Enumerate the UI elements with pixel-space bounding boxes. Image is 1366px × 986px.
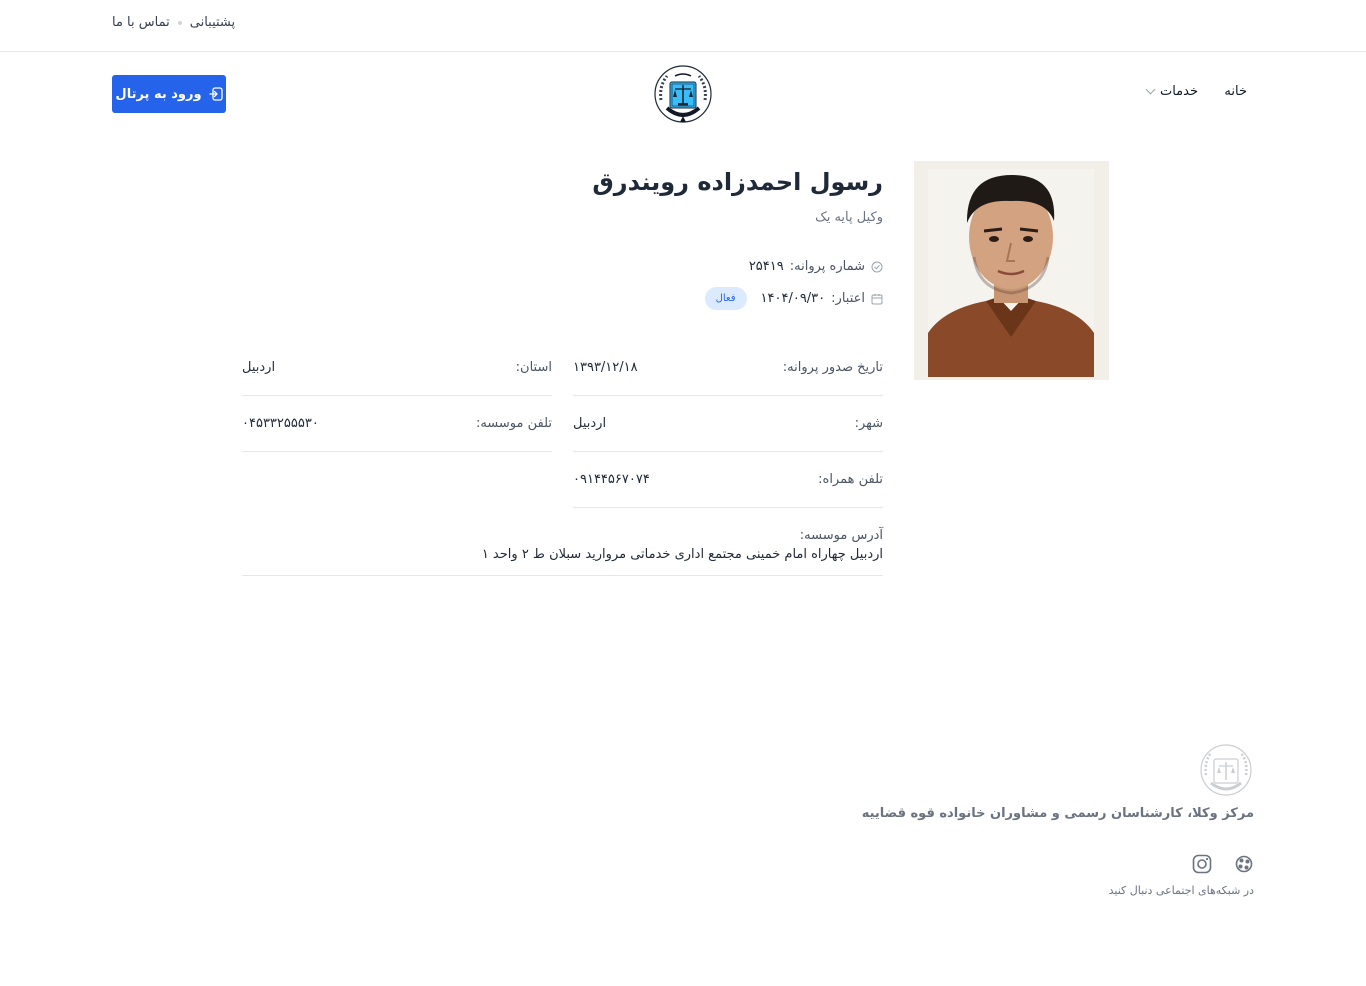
status-badge: فعال [705, 287, 747, 310]
office-phone-label: تلفن موسسه: [475, 416, 552, 431]
top-links [112, 15, 235, 30]
mobile-value: ۰۹۱۴۴۵۶۷۰۷۴ [573, 472, 650, 487]
login-icon [209, 87, 223, 101]
address-value: اردبیل چهاراه امام خمینی مجتمع اداری خدماتی مروارید سبلان ط ۲ واحد ۱ [481, 547, 883, 562]
main-navbar [0, 52, 1366, 134]
calendar-icon [871, 293, 883, 305]
lawyer-title: وکیل پایه یک [815, 210, 883, 225]
province-value: اردبیل [242, 360, 276, 375]
footer-logo [1199, 743, 1253, 797]
address-label: آدرس موسسه: [799, 528, 883, 543]
mobile-field [573, 472, 883, 508]
check-circle-icon [871, 261, 883, 273]
top-bar [0, 0, 1366, 52]
instagram-icon[interactable] [1191, 853, 1213, 875]
aparat-icon[interactable] [1233, 853, 1255, 875]
contact-link[interactable]: تماس با ما [112, 15, 170, 30]
footer-org-name: مرکز وکلا، کارشناسان رسمی و مشاوران خانواده قوه قضاییه [861, 806, 1254, 821]
office-phone-value: ۰۴۵۳۳۲۵۵۵۳۰ [242, 416, 319, 431]
separator-dot [178, 21, 182, 25]
nav-services-label: خدمات [1159, 84, 1198, 99]
province-label: استان: [515, 360, 552, 375]
issue-date-value: ۱۳۹۳/۱۲/۱۸ [573, 360, 638, 375]
support-link[interactable]: پشتیبانی [189, 15, 236, 30]
issue-date-label: تاریخ صدور پروانه: [782, 360, 883, 375]
validity-row [705, 287, 883, 310]
office-phone-field [242, 416, 552, 452]
city-value: اردبیل [573, 416, 607, 431]
judiciary-logo[interactable] [653, 64, 713, 124]
lawyer-photo [914, 161, 1109, 380]
city-label: شهر: [854, 416, 883, 431]
issue-date-field [573, 360, 883, 396]
portal-login-button[interactable] [112, 75, 226, 113]
validity-date: ۱۴۰۴/۰۹/۳۰ [760, 291, 826, 306]
city-field [573, 416, 883, 452]
license-number: ۲۵۴۱۹ [748, 259, 784, 274]
nav-home-link[interactable]: خانه [1224, 84, 1247, 99]
nav-services-dropdown[interactable] [1147, 84, 1198, 99]
mobile-label: تلفن همراه: [818, 472, 883, 487]
license-row [749, 259, 883, 274]
portal-login-label: ورود به پرتال [115, 86, 202, 102]
address-field [242, 528, 883, 576]
validity-label: اعتبار: [831, 291, 865, 306]
province-field [242, 360, 552, 396]
chevron-down-icon [1146, 85, 1156, 95]
follow-text: در شبکه‌های اجتماعی دنبال کنید [1108, 884, 1254, 897]
license-label: شماره پروانه: [789, 259, 865, 274]
lawyer-name: رسول احمدزاده رویندرق [592, 168, 883, 196]
